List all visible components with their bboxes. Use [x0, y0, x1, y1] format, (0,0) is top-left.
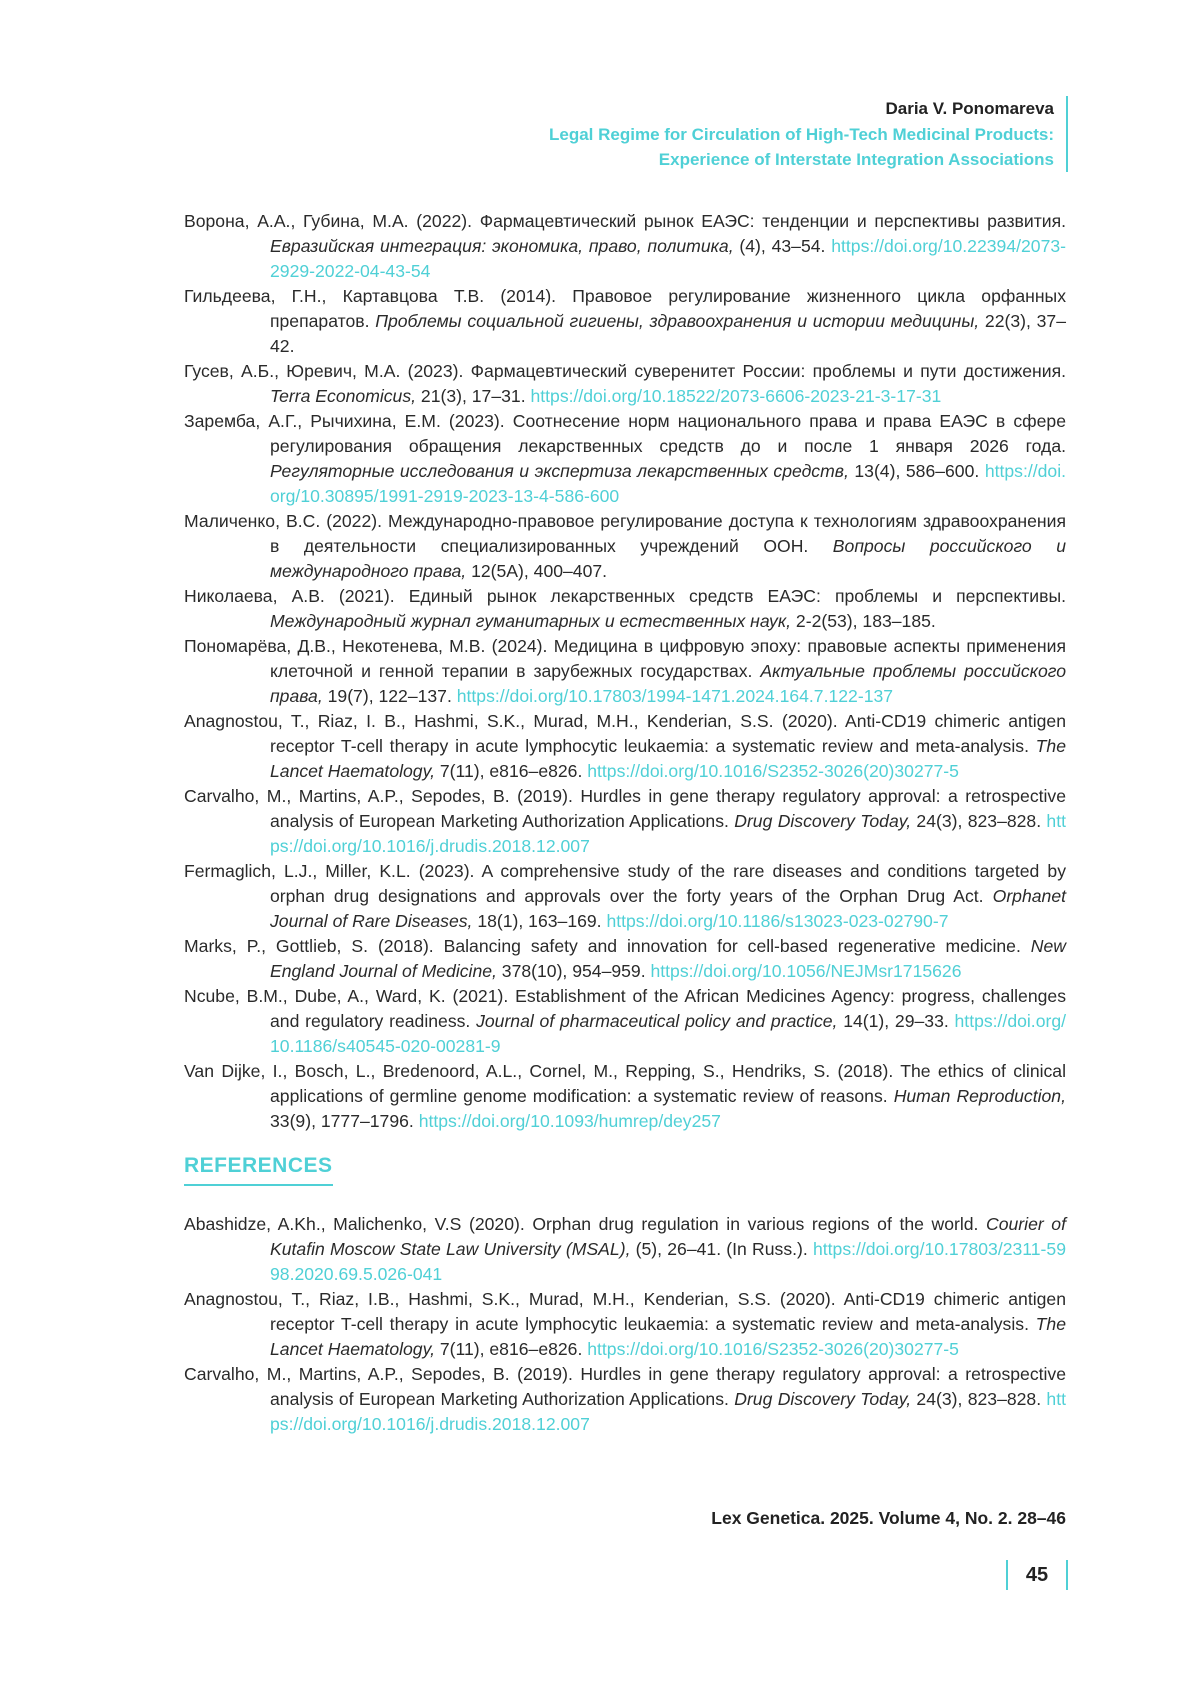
ref-doi-link[interactable]: https://doi.org/10.1016/j.drudis.2018.12.007 — [270, 1389, 1066, 1434]
ref-details: 18(1), 163–169. — [472, 911, 607, 931]
ref-text: Van Dijke, I., Bosch, L., Bredenoord, A.L., Cornel, M., Repping, S., Hendriks, S. (2018). The ethics of clinical applications of germline genome modification: a systematic review of reasons. — [184, 1061, 1066, 1106]
bibliography-entry — [184, 359, 1066, 409]
ref-journal: Courier of Kutafin Moscow State Law University (MSAL), — [270, 1214, 1066, 1259]
ref-text: Carvalho, M., Martins, A.P., Sepodes, B. (2019). Hurdles in gene therapy regulatory approval: a retrospective analysis of European Marketing Authorization Applications. — [184, 786, 1066, 831]
ref-doi-link[interactable]: https://doi.org/10.1186/s13023-023-02790-7 — [606, 911, 949, 931]
ref-journal: Terra Economicus, — [270, 386, 417, 406]
bibliography-entry — [184, 209, 1066, 284]
running-header — [549, 96, 1068, 172]
ref-journal: Drug Discovery Today, — [734, 1389, 912, 1409]
page-number: 45 — [1006, 1560, 1068, 1590]
bibliography-entry — [184, 1059, 1066, 1134]
bibliography-entry — [184, 284, 1066, 359]
ref-details: 7(11), e816–e826. — [434, 1339, 588, 1359]
ref-details: 19(7), 122–137. — [322, 686, 457, 706]
ref-doi-link[interactable]: https://doi.org/10.1093/humrep/dey257 — [418, 1111, 721, 1131]
header-author: Daria V. Ponomareva — [885, 99, 1054, 118]
references-heading: REFERENCES — [184, 1154, 333, 1186]
ref-doi-link[interactable]: https://doi.org/10.1056/NEJMsr1715626 — [650, 961, 962, 981]
ref-journal: Актуальные проблемы российского права, — [270, 661, 1066, 706]
reference-entry — [184, 1362, 1066, 1437]
bibliography-entry — [184, 709, 1066, 784]
ref-details: 21(3), 17–31. — [416, 386, 531, 406]
footer-journal-citation: Lex Genetica. 2025. Volume 4, No. 2. 28–46 — [711, 1508, 1066, 1528]
ref-details: 12(5А), 400–407. — [466, 561, 608, 581]
ref-journal: Регуляторные исследования и экспертиза лекарственных средств, — [270, 461, 849, 481]
reference-entry — [184, 1212, 1066, 1287]
ref-text: Заремба, А.Г., Рычихина, Е.М. (2023). Соотнесение норм национального права и права ЕАЭС в сфере регулирования обращения лекарственных средств до и после 1 января 2026 года. — [184, 411, 1066, 456]
header-title-line-1: Legal Regime for Circulation of High-Tech Medicinal Products: — [548, 125, 1054, 144]
ref-doi-link[interactable]: https://doi.org/10.18522/2073-6606-2023-21-3-17-31 — [530, 386, 942, 406]
ref-text: Fermaglich, L.J., Miller, K.L. (2023). A comprehensive study of the rare diseases and conditions targeted by orphan drug designations and approvals over the forty years of the Orphan Drug Act. — [184, 861, 1066, 906]
ref-text: Ворона, А.А., Губина, М.А. (2022). Фармацевтический рынок ЕАЭС: тенденции и перспективы развития. — [184, 211, 1066, 231]
bibliography-entry — [184, 584, 1066, 634]
ref-doi-link[interactable]: https://doi.org/10.30895/1991-2919-2023-13-4-586-600 — [270, 461, 1066, 506]
ref-doi-link[interactable]: https://doi.org/10.22394/2073-2929-2022-04-43-54 — [270, 236, 1066, 281]
ref-details: 24(3), 823–828. — [911, 811, 1047, 831]
ref-details: 13(4), 586–600. — [848, 461, 985, 481]
ref-journal: The Lancet Haematology, — [270, 1314, 1066, 1359]
ref-doi-link[interactable]: https://doi.org/10.1186/s40545-020-00281-9 — [270, 1011, 1067, 1056]
ref-doi-link[interactable]: https://doi.org/10.17803/1994-1471.2024.164.7.122-137 — [456, 686, 894, 706]
ref-details: 7(11), e816–e826. — [434, 761, 588, 781]
ref-text: Marks, P., Gottlieb, S. (2018). Balancing safety and innovation for cell-based regenerative medicine. — [184, 936, 1031, 956]
ref-journal: Проблемы социальной гигиены, здравоохранения и истории медицины, — [375, 311, 980, 331]
ref-journal: Orphanet Journal of Rare Diseases, — [270, 886, 1066, 931]
ref-details: 24(3), 823–828. — [911, 1389, 1047, 1409]
ref-text: Ncube, B.M., Dube, A., Ward, K. (2021). Establishment of the African Medicines Agency: progress, challenges and regulatory readiness. — [184, 986, 1066, 1031]
bibliography-entry — [184, 509, 1066, 584]
bibliography-entry — [184, 934, 1066, 984]
reference-entry — [184, 1287, 1066, 1362]
ref-journal: Евразийская интеграция: экономика, право, политика, — [270, 236, 734, 256]
ref-journal: Международный журнал гуманитарных и естественных наук, — [270, 611, 792, 631]
ref-text: Carvalho, M., Martins, A.P., Sepodes, B. (2019). Hurdles in gene therapy regulatory approval: a retrospective analysis of European Marketing Authorization Applications. — [184, 1364, 1066, 1409]
bibliography-entry — [184, 984, 1066, 1059]
ref-details: 378(10), 954–959. — [496, 961, 651, 981]
ref-text: Гусев, А.Б., Юревич, М.А. (2023). Фармацевтический суверенитет России: проблемы и пути достижения. — [184, 361, 1066, 381]
ref-text: Anagnostou, T., Riaz, I. B., Hashmi, S.K., Murad, M.H., Kenderian, S.S. (2020). Anti-CD19 chimeric antigen receptor T-cell therapy in acute lymphocytic leukaemia: a systematic review and meta-analysis. — [184, 711, 1066, 756]
ref-journal: Drug Discovery Today, — [734, 811, 912, 831]
ref-journal: New England Journal of Medicine, — [270, 936, 1066, 981]
ref-text: Гильдеева, Г.Н., Картавцова Т.В. (2014). Правовое регулирование жизненного цикла орфанных препаратов. — [184, 286, 1066, 331]
ref-text: Abashidze, A.Kh., Malichenko, V.S (2020). Orphan drug regulation in various regions of the world. — [184, 1214, 987, 1234]
ref-doi-link[interactable]: https://doi.org/10.17803/2311-5998.2020.69.5.026-041 — [270, 1239, 1066, 1284]
ref-text: Пономарёва, Д.В., Некотенева, М.В. (2024). Медицина в цифровую эпоху: правовые аспекты применения клеточной и генной терапии в зарубежных государствах. — [184, 636, 1066, 681]
references-list — [184, 1212, 1066, 1437]
ref-text: Николаева, А.В. (2021). Единый рынок лекарственных средств ЕАЭС: проблемы и перспективы. — [184, 586, 1066, 606]
bibliography-entry — [184, 859, 1066, 934]
ref-doi-link[interactable]: https://doi.org/10.1016/S2352-3026(20)30277-5 — [587, 1339, 959, 1359]
bibliography-list — [184, 209, 1066, 1134]
ref-details: 14(1), 29–33. — [837, 1011, 955, 1031]
ref-text: Anagnostou, T., Riaz, I.B., Hashmi, S.K., Murad, M.H., Kenderian, S.S. (2020). Anti-CD19 chimeric antigen receptor T-cell therapy in acute lymphocytic leukaemia: a systematic review and meta-analysis. — [184, 1289, 1066, 1334]
ref-doi-link[interactable]: https://doi.org/10.1016/S2352-3026(20)30277-5 — [587, 761, 959, 781]
ref-details: 2-2(53), 183–185. — [791, 611, 936, 631]
ref-details: (5), 26–41. (In Russ.). — [630, 1239, 813, 1259]
ref-journal: Human Reproduction, — [893, 1086, 1066, 1106]
ref-journal: The Lancet Haematology, — [270, 736, 1066, 781]
bibliography-entry — [184, 409, 1066, 509]
ref-text: Маличенко, В.С. (2022). Международно-правовое регулирование доступа к технологиям здравоохранения в деятельности специализированных учреждений ООН. — [184, 511, 1066, 556]
ref-details: 22(3), 37–42. — [270, 311, 1066, 356]
ref-doi-link[interactable]: https://doi.org/10.1016/j.drudis.2018.12.007 — [270, 811, 1066, 856]
ref-journal: Journal of pharmaceutical policy and practice, — [476, 1011, 838, 1031]
ref-journal: Вопросы российского и международного права, — [270, 536, 1066, 581]
bibliography-entry — [184, 634, 1066, 709]
header-title-line-2: Experience of Interstate Integration Associations — [658, 150, 1054, 169]
ref-details: (4), 43–54. — [733, 236, 832, 256]
ref-details: 33(9), 1777–1796. — [270, 1111, 419, 1131]
bibliography-entry — [184, 784, 1066, 859]
